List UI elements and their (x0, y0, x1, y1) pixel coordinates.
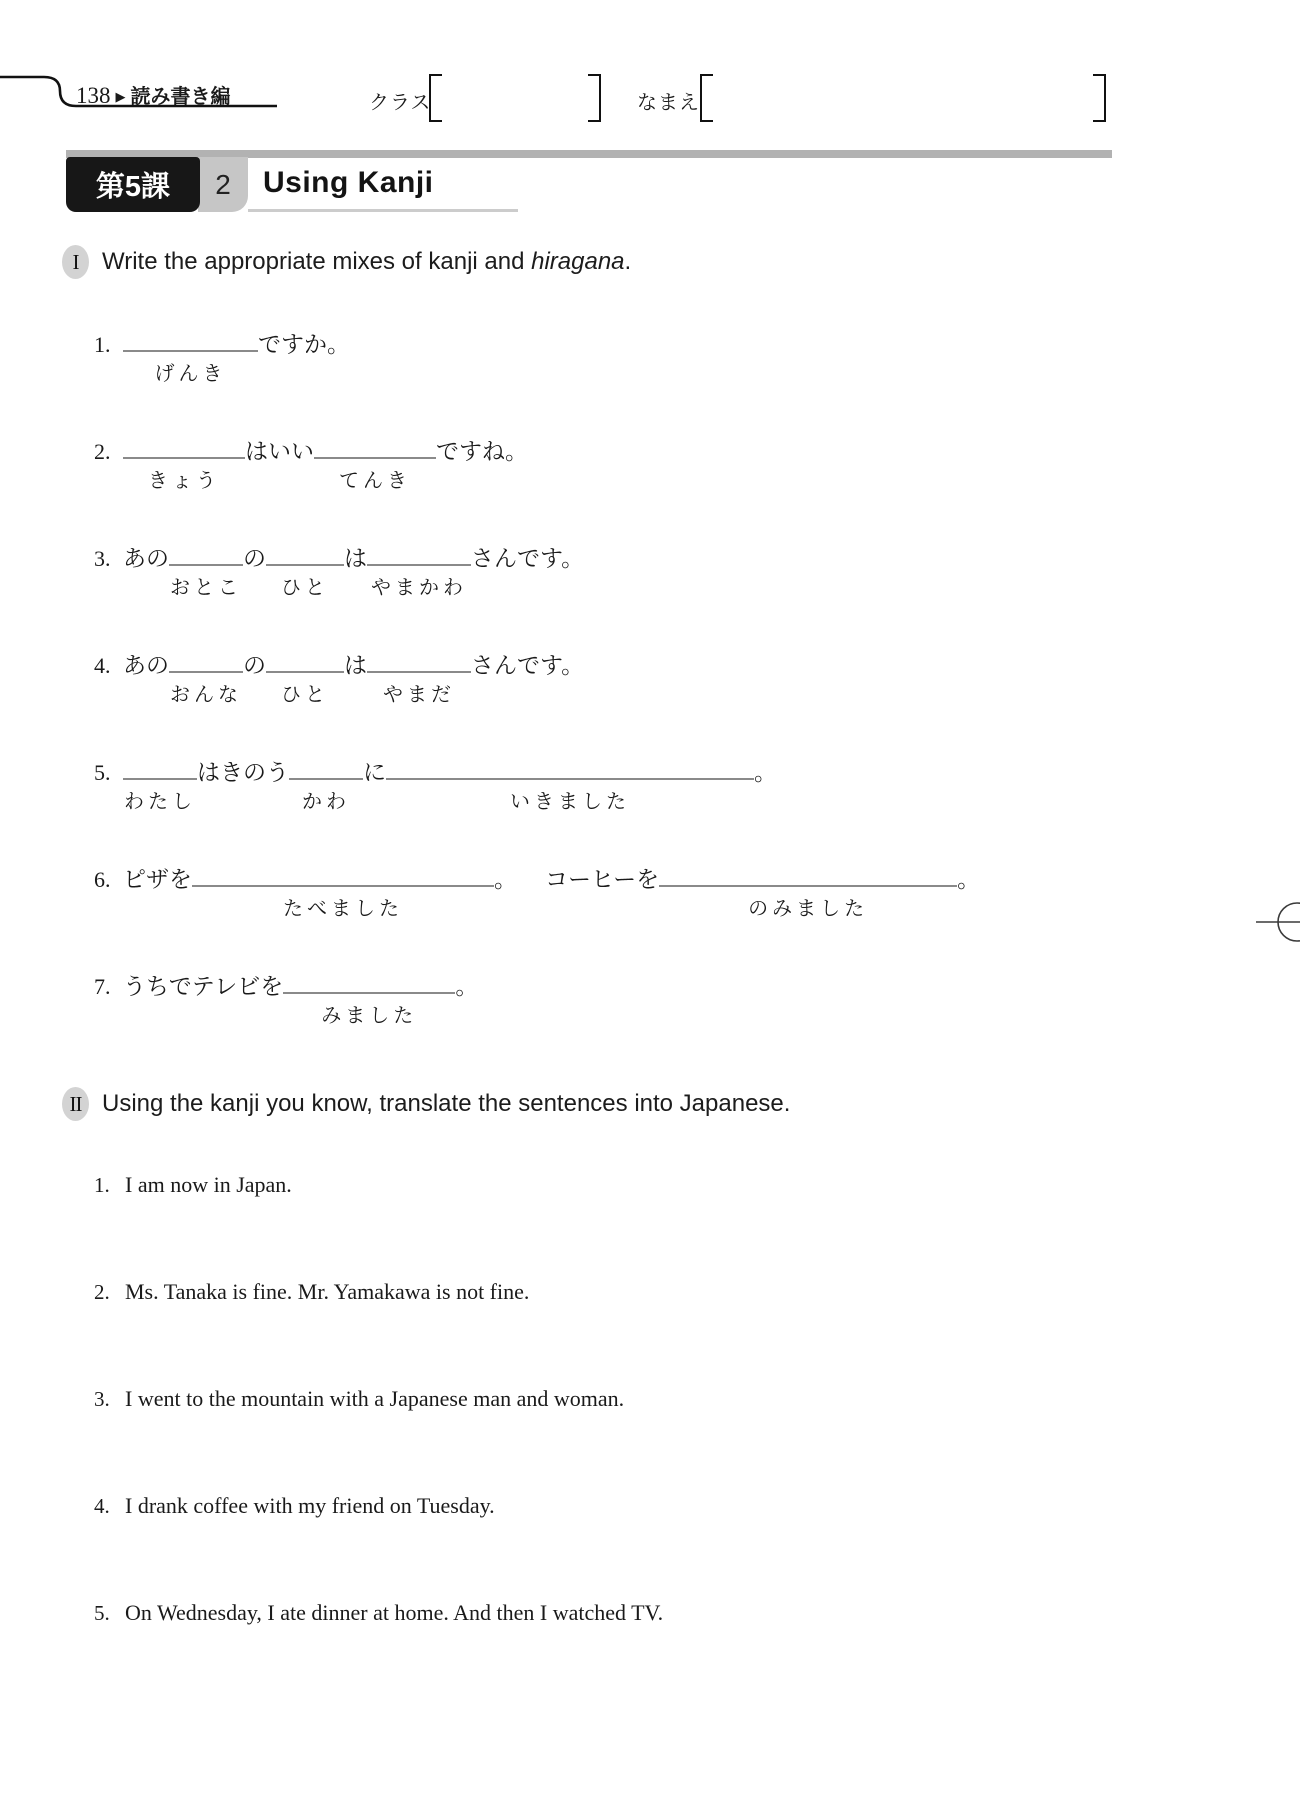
sentence-text: さんです。 (471, 546, 585, 571)
lesson-badge (66, 157, 200, 212)
sentence-text: の (243, 546, 266, 571)
translation-item (62, 1491, 1172, 1521)
sentence-text: は (344, 653, 367, 678)
kanji-fill-item (62, 538, 1172, 601)
blank-underline (266, 645, 344, 673)
item-number: 2. (94, 1280, 110, 1304)
item-number: 3. (94, 546, 111, 571)
name-field-open-bracket (700, 74, 713, 122)
sentence-text: あの (123, 653, 169, 678)
translation-item (62, 1384, 1172, 1414)
lesson-label: 第5課 (95, 171, 171, 203)
part2-numeral-badge: II (62, 1087, 89, 1121)
answer-blank (367, 538, 471, 599)
sentence-text: はいい (245, 439, 314, 464)
item-number: 1. (94, 332, 111, 357)
part2-header (62, 1086, 1172, 1122)
blank-underline (123, 324, 258, 352)
sentence-text: ですね。 (436, 439, 528, 464)
sentence-text: 。 (494, 867, 517, 892)
sentence-text: 。 (957, 867, 981, 892)
answer-blank (289, 752, 363, 813)
furigana-hint: たべました (283, 898, 403, 920)
sentence-text: 。 (754, 760, 777, 785)
blank-underline (367, 645, 471, 673)
sentence-text: さんです。 (471, 653, 585, 678)
furigana-hint: おとこ (170, 577, 242, 599)
exercise-title: Using Kanji (263, 166, 434, 199)
answer-blank (192, 859, 494, 920)
answer-blank (266, 538, 344, 599)
furigana-hint: わたし (124, 791, 196, 813)
sentence-text: On Wednesday, I ate dinner at home. And then I watched TV. (125, 1600, 664, 1625)
translation-items (62, 1170, 1172, 1628)
item-number: 4. (94, 653, 111, 678)
translation-item (62, 1277, 1172, 1307)
answer-blank (266, 645, 344, 706)
title-underline (248, 209, 518, 212)
class-field-label: クラス (369, 92, 432, 114)
item-number: 5. (94, 760, 111, 785)
furigana-hint: いきました (510, 791, 630, 813)
blank-underline (123, 752, 197, 780)
sentence-text: の (243, 653, 266, 678)
furigana-hint: ひと (281, 577, 329, 599)
blank-underline (367, 538, 471, 566)
kanji-fill-item (62, 431, 1172, 494)
furigana-hint: おんな (170, 684, 242, 706)
instruction-italic-word: hiragana (531, 248, 625, 275)
item-number: 4. (94, 1494, 110, 1518)
sentence-text: あの (123, 546, 169, 571)
blank-underline (192, 859, 494, 887)
sentence-text: ピザを (123, 867, 192, 892)
answer-blank (367, 645, 471, 706)
instruction-period: . (624, 248, 632, 275)
sentence-text: I went to the mountain with a Japanese man and woman. (125, 1386, 625, 1411)
kanji-fill-items (62, 324, 1172, 1029)
part2-instruction: Using the kanji you know, translate the sentences into Japanese. (102, 1090, 791, 1117)
answer-blank (123, 431, 245, 492)
furigana-hint: かわ (302, 791, 350, 813)
sentence-text: うちでテレビを (123, 974, 284, 999)
name-field-close-bracket (1093, 74, 1106, 122)
translation-item (62, 1598, 1172, 1628)
answer-blank (659, 859, 957, 920)
item-number: 3. (94, 1387, 110, 1411)
answer-blank (314, 431, 436, 492)
blank-underline (169, 538, 243, 566)
answer-blank (169, 538, 243, 599)
item-number: 6. (94, 867, 111, 892)
furigana-hint: げんき (154, 363, 227, 385)
blank-underline (169, 645, 243, 673)
page-number: 138 (76, 83, 111, 108)
sentence-text: I drank coffee with my friend on Tuesday. (125, 1493, 495, 1518)
exercise-number-badge (198, 157, 248, 212)
part-2 (62, 1086, 1172, 1705)
answer-blank (283, 966, 455, 1027)
furigana-hint: みました (321, 1005, 418, 1027)
furigana-hint: てんき (339, 470, 411, 492)
class-field-close-bracket (588, 74, 601, 122)
item-number: 5. (94, 1601, 110, 1625)
sentence-text: 。 (455, 974, 479, 999)
page-tab (76, 80, 231, 106)
answer-blank (169, 645, 243, 706)
sentence-text: に (363, 760, 386, 785)
sentence-text: I am now in Japan. (125, 1172, 292, 1197)
sentence-text: コーヒーを (545, 867, 660, 892)
section-name: 読み書き編 (130, 86, 231, 108)
registration-mark-icon (1254, 894, 1300, 950)
instruction-text: Write the appropriate mixes of kanji and (102, 248, 532, 275)
blank-underline (314, 431, 436, 459)
kanji-fill-item (62, 752, 1172, 815)
part1-numeral-badge: I (62, 245, 89, 279)
item-number: 2. (94, 439, 111, 464)
exercise-number: 2 (215, 168, 231, 200)
class-field-open-bracket (429, 74, 442, 122)
arrow-icon: ▶ (115, 90, 126, 105)
furigana-hint: ひと (281, 684, 329, 706)
item-number: 7. (94, 974, 111, 999)
furigana-hint: やまだ (383, 684, 455, 706)
blank-underline (659, 859, 957, 887)
blank-underline (266, 538, 344, 566)
kanji-fill-item (62, 645, 1172, 708)
blank-underline (123, 431, 245, 459)
name-field-label: なまえ (637, 92, 700, 114)
furigana-hint: きょう (148, 470, 220, 492)
part-1 (62, 244, 1172, 1073)
kanji-fill-item (62, 966, 1172, 1029)
item-number: 1. (94, 1173, 110, 1197)
part1-instruction (102, 248, 631, 276)
blank-underline (289, 752, 363, 780)
sentence-text: はきのう (197, 760, 289, 785)
sentence-text: は (344, 546, 367, 571)
part1-header (62, 244, 1172, 280)
furigana-hint: やまかわ (371, 577, 467, 599)
sentence-text: ですか。 (258, 332, 350, 357)
blank-underline (283, 966, 455, 994)
kanji-fill-item (62, 859, 1172, 922)
answer-blank (123, 324, 258, 385)
blank-underline (386, 752, 754, 780)
translation-item (62, 1170, 1172, 1200)
answer-blank (123, 752, 197, 813)
sentence-text: Ms. Tanaka is fine. Mr. Yamakawa is not fine. (125, 1279, 530, 1304)
answer-blank (386, 752, 754, 813)
furigana-hint: のみました (748, 898, 869, 920)
kanji-fill-item (62, 324, 1172, 387)
